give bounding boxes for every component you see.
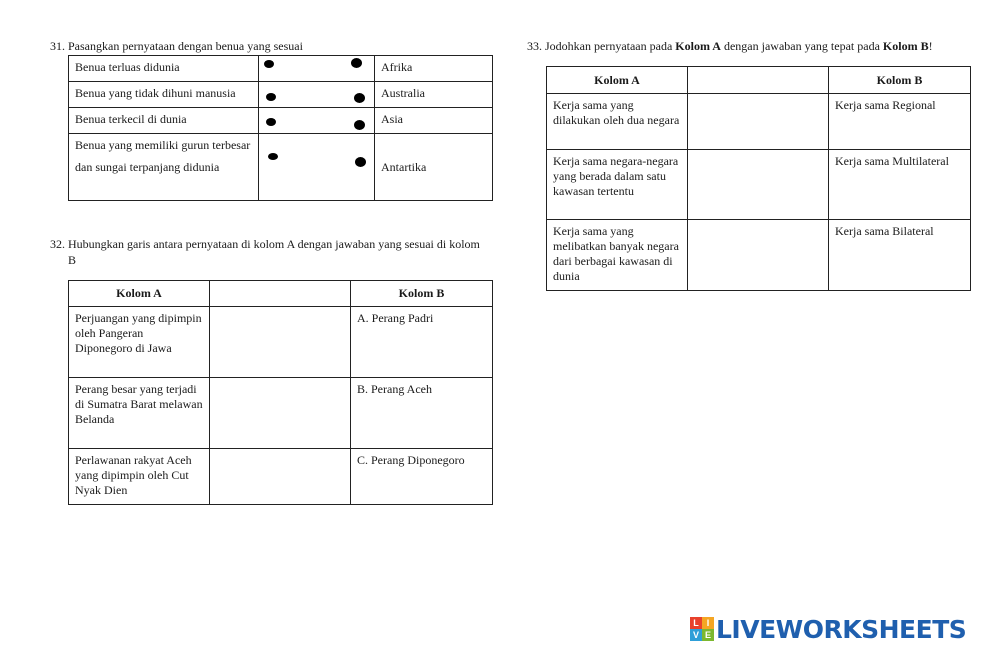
q31-left-dot[interactable] [266, 118, 276, 126]
table-header-row [69, 281, 493, 307]
q33-prompt-prefix: 33. Jodohkan pernyataan pada [527, 39, 676, 53]
table-row [69, 108, 493, 134]
q32-match-area[interactable] [210, 307, 351, 378]
table-header-row [547, 67, 971, 94]
q33-match-area[interactable] [688, 220, 829, 291]
q31-answer: Asia [375, 108, 493, 134]
table-row [69, 134, 493, 201]
q33-table [546, 66, 971, 291]
table-row [69, 449, 493, 505]
q31-answer: Australia [375, 82, 493, 108]
q32-cell-b: C. Perang Diponegoro [351, 449, 493, 505]
q31-right-dot[interactable] [354, 93, 365, 103]
q32-header-a: Kolom A [69, 281, 210, 307]
logo-text: LIVEWORKSHEETS [716, 614, 967, 644]
q32-cell-a: Perlawanan rakyat Aceh yang dipimpin oleh Cut Nyak Dien [69, 449, 210, 505]
q31-right-dot[interactable] [354, 120, 365, 130]
logo-letter: V [690, 629, 702, 641]
q32-table [68, 280, 493, 505]
q33-prompt-middle: dengan jawaban yang tepat pada [720, 39, 883, 53]
q31-answer: Antartika [375, 134, 493, 201]
q31-left-dot[interactable] [266, 93, 276, 101]
q33-cell-a: Kerja sama negara-negara yang berada dalam satu kawasan tertentu [547, 150, 688, 220]
q31-right-dot[interactable] [355, 157, 366, 167]
q33-prompt [527, 38, 933, 54]
q31-statement: Benua yang memiliki gurun terbesar dan sungai terpanjang didunia [69, 134, 259, 201]
liveworksheets-logo [690, 614, 966, 644]
q32-header-b: Kolom B [351, 281, 493, 307]
logo-letter: E [702, 629, 714, 641]
q31-answer: Afrika [375, 56, 493, 82]
q33-header-a: Kolom A [547, 67, 688, 94]
table-row [69, 307, 493, 378]
q33-header-b: Kolom B [829, 67, 971, 94]
q32-cell-a: Perang besar yang terjadi di Sumatra Barat melawan Belanda [69, 378, 210, 449]
table-row [547, 220, 971, 291]
q31-statement: Benua terluas didunia [69, 56, 259, 82]
q33-prompt-bold-b: Kolom B [882, 39, 929, 53]
table-row [69, 56, 493, 82]
q32-cell-a: Perjuangan yang dipimpin oleh Pangeran Diponegoro di Jawa [69, 307, 210, 378]
table-row [547, 150, 971, 220]
q33-match-area[interactable] [688, 94, 829, 150]
q31-match-area[interactable] [259, 134, 375, 201]
logo-live-icon [690, 617, 714, 641]
q33-cell-b: Kerja sama Multilateral [829, 150, 971, 220]
q33-cell-a: Kerja sama yang dilakukan oleh dua negara [547, 94, 688, 150]
q33-prompt-bold-a: Kolom A [675, 39, 721, 53]
q31-prompt: 31. Pasangkan pernyataan dengan benua yang sesuai [50, 39, 303, 53]
q31-table [68, 55, 493, 201]
logo-letter: L [690, 617, 702, 629]
q32-cell-b: B. Perang Aceh [351, 378, 493, 449]
table-row [69, 378, 493, 449]
q32-header-empty [210, 281, 351, 307]
q33-cell-b: Kerja sama Regional [829, 94, 971, 150]
table-row [69, 82, 493, 108]
table-row [547, 94, 971, 150]
q33-header-empty [688, 67, 829, 94]
q31-statement: Benua yang tidak dihuni manusia [69, 82, 259, 108]
q33-cell-a: Kerja sama yang melibatkan banyak negara dari berbagai kawasan di dunia [547, 220, 688, 291]
q32-match-area[interactable] [210, 449, 351, 505]
q32-cell-b: A. Perang Padri [351, 307, 493, 378]
q31-statement: Benua terkecil di dunia [69, 108, 259, 134]
q33-match-area[interactable] [688, 150, 829, 220]
q33-cell-b: Kerja sama Bilateral [829, 220, 971, 291]
logo-letter: I [702, 617, 714, 629]
q31-left-dot[interactable] [264, 60, 274, 68]
q33-prompt-suffix: ! [928, 39, 933, 53]
q31-left-dot[interactable] [268, 153, 278, 160]
q32-prompt [50, 236, 490, 268]
q31-right-dot[interactable] [351, 58, 362, 68]
q32-match-area[interactable] [210, 378, 351, 449]
q32-prompt-text: 32. Hubungkan garis antara pernyataan di kolom A dengan jawaban yang sesuai di kolom B [50, 237, 480, 267]
